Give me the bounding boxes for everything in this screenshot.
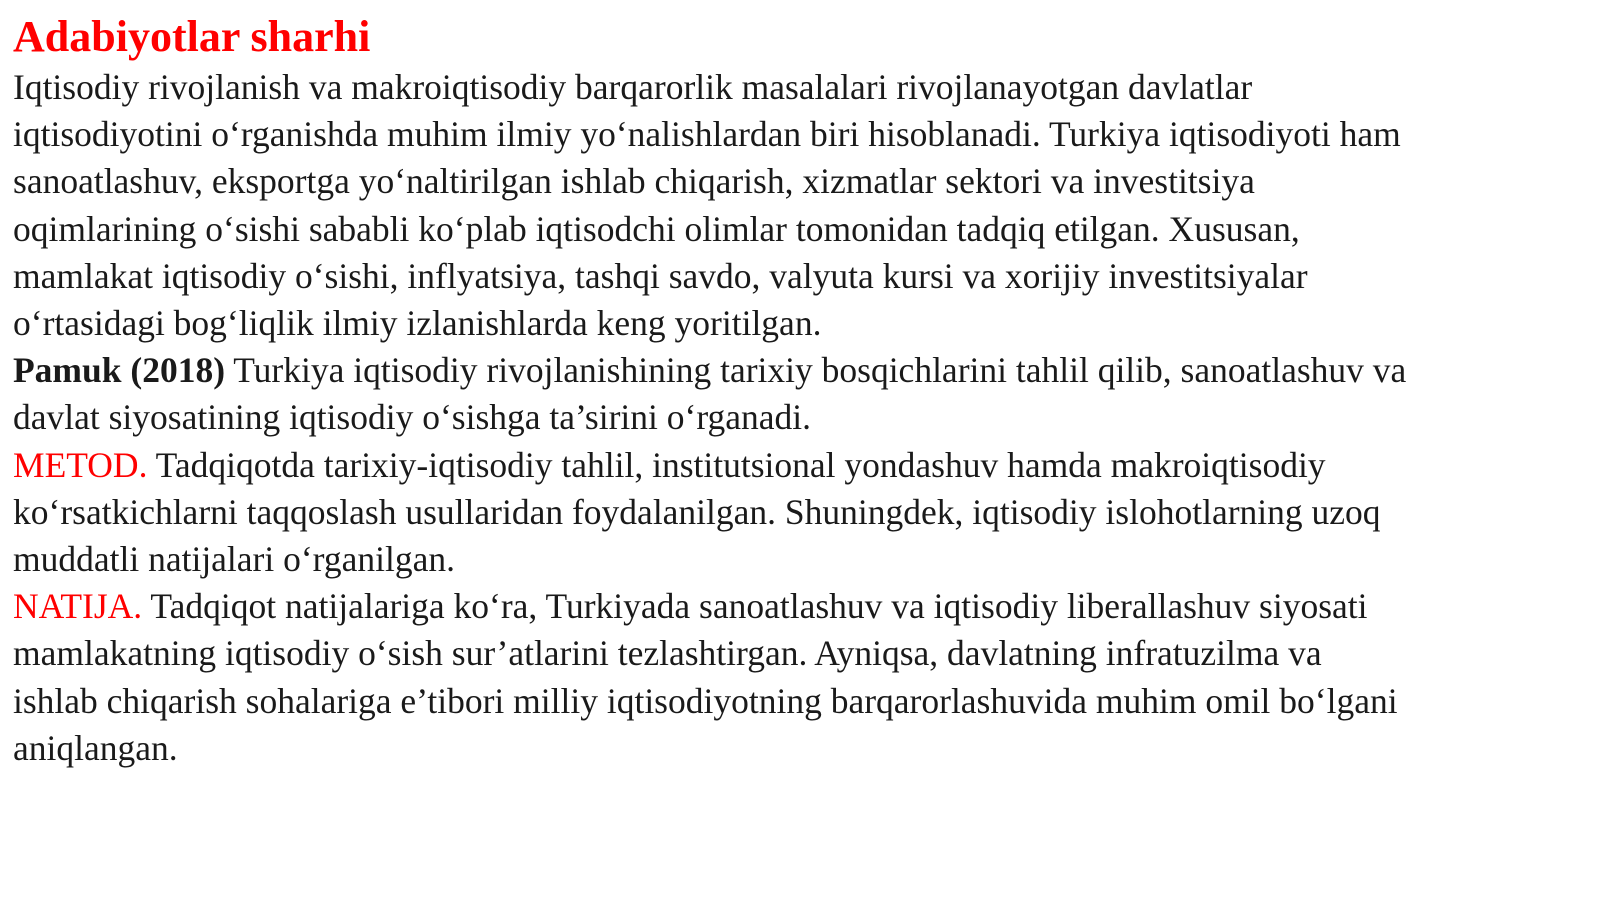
intro-line: oqimlarining o‘sishi sababli ko‘plab iqtisodchi olimlar tomonidan tadqiq etilgan. Xususan,	[13, 208, 1300, 249]
natija-text: Tadqiqot natijalariga ko‘ra, Turkiyada sanoatlashuv va iqtisodiy liberallashuv siyosati	[142, 586, 1368, 627]
pamuk-text: Turkiya iqtisodiy rivojlanishining tarixiy bosqichlarini tahlil qilib, sanoatlashuv va	[225, 350, 1407, 391]
intro-line: o‘rtasidagi bog‘liqlik ilmiy izlanishlarda keng yoritilgan.	[13, 303, 822, 344]
intro-line: Iqtisodiy rivojlanish va makroiqtisodiy barqarorlik masalalari rivojlanayotgan davlatlar	[13, 67, 1253, 107]
metod-line: muddatli natijalari o‘rganilgan.	[13, 539, 455, 580]
natija-line	[13, 583, 1593, 630]
metod-line: ko‘rsatkichlarni taqqoslash usullaridan foydalanilgan. Shuningdek, iqtisodiy islohotlarning uzoq	[13, 491, 1381, 532]
slide-title: Adabiyotlar sharhi	[13, 12, 371, 61]
intro-line: iqtisodiyotini o‘rganishda muhim ilmiy yo‘nalishlardan biri hisoblanadi. Turkiya iqtisodiyoti ham	[13, 114, 1401, 155]
natija-line: aniqlangan.	[13, 727, 178, 768]
pamuk-citation-label: Pamuk (2018)	[13, 350, 226, 391]
slide-content	[13, 10, 1593, 772]
pamuk-paragraph	[13, 347, 1593, 441]
metod-line	[13, 442, 1593, 489]
pamuk-line: davlat siyosatining iqtisodiy o‘sishga ta’sirini o‘rganadi.	[13, 397, 812, 438]
metod-text: Tadqiqotda tarixiy-iqtisodiy tahlil, institutsional yondashuv hamda makroiqtisodiy	[147, 444, 1326, 485]
natija-line: mamlakatning iqtisodiy o‘sish sur’atlarini tezlashtirgan. Ayniqsa, davlatning infratuzilma va	[13, 633, 1322, 674]
metod-label: METOD.	[13, 444, 148, 485]
natija-paragraph	[13, 583, 1593, 772]
pamuk-line	[13, 347, 1593, 394]
intro-line: mamlakat iqtisodiy o‘sishi, inflyatsiya, tashqi savdo, valyuta kursi va xorijiy investitsiyalar	[13, 255, 1308, 296]
intro-paragraph	[13, 64, 1593, 347]
natija-line: ishlab chiqarish sohalariga e’tibori milliy iqtisodiyotning barqarorlashuvida muhim omil bo‘lgani	[13, 680, 1398, 721]
natija-label: NATIJA.	[13, 586, 143, 627]
metod-paragraph	[13, 442, 1593, 584]
intro-line: sanoatlashuv, eksportga yo‘naltirilgan ishlab chiqarish, xizmatlar sektori va investitsiya	[13, 161, 1255, 202]
